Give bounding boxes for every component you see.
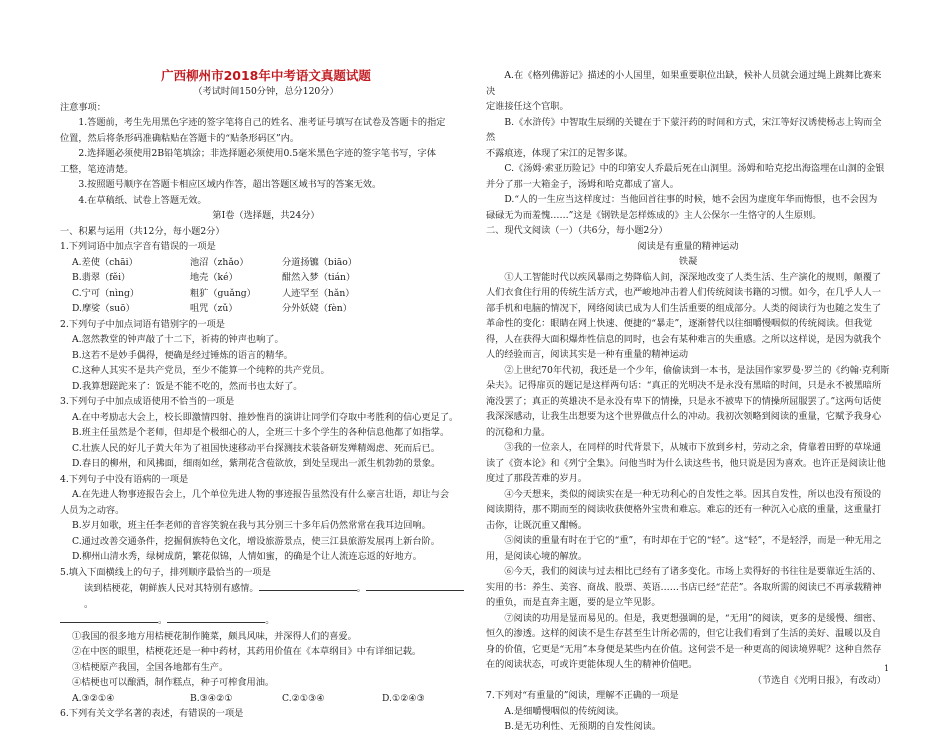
question-stem: 7.下列对“有重量的”阅读，理解不正确的一项是 [486,690,679,701]
q1-cell: 粗犷（guǎng） [190,287,256,299]
q1-cell: 分外妖娆（fèn） [282,303,352,314]
option: A.忽然教堂的钟声敲了十二下，祈祷的钟声也响了。 [72,334,284,345]
q1-cell: C.宁可（nìng） [72,287,140,299]
option: 定谁接任这个官职。 [486,101,569,112]
question-stem: 6.下列有关文学名著的表述，有错误的一项是 [60,708,244,719]
option: C.这种人其实不是共产党员，至少不能算一个纯粹的共产党员。 [72,365,330,376]
q1-row [60,270,472,286]
notice-heading: 注意事项： [60,101,106,113]
option: D.柳州山清水秀，绿树成荫，繁花似锦，人情如蜜，的确是个让人流连忘返的好地方。 [72,551,422,562]
q1-cell: 分道扬镳（biāo） [282,256,357,268]
article-paragraph: ①人工智能时代以疾风暴雨之势降临人间，深深地改变了人类生活、生产演化的规则，颠覆了人们衣食住行用的传统生活方式，也严峻地冲击着人们传统阅读书籍的习惯。如今，在几乎人人一部手机和电脑的情况下，网络阅读已成为人们生活重要的组成部分。人类的阅读行为也随之发生了革命性的变化：眼睛在网上快速、便捷的“暴走”，逐渐替代以往细嚼慢咽似的传统阅读。但我觉得，人在获得大面积爆炸性信息的同时，也会有某种难言的失重感。之所以这样说，是因为就我个人的经验而言，阅读其实是一种有重量的精神运动 [486,271,882,360]
q1-cell [382,301,482,317]
q1-cell [382,286,482,302]
q1-cell [382,255,482,271]
q1-cell: 人迹罕至（hǎn） [282,287,355,299]
notice-line: 工整，笔迹清楚。 [60,163,134,175]
q5-item: ④桔梗也可以酿酒，制作糕点，种子可榨食用油。 [72,677,275,688]
option: A.是细嚼慢咽似的传统阅读。 [504,705,625,717]
option: B.这若不是妙手偶得，便确是经过锤炼的语言的精华。 [72,349,293,361]
notice-line: 4.在草稿纸、试卷上答题无效。 [78,194,207,206]
q5-item: ①我国的很多地方用桔梗花制作腌菜，颇具风味，并深得人们的喜爱。 [72,630,357,642]
question-stem: 5.填入下面横线上的句子，排列顺序最恰当的一项是 [60,566,271,578]
q1-cell: 咀咒（zǔ） [190,303,238,314]
left-column [60,68,472,722]
part-heading: 二、现代文阅读（一）（共6分，每小题2分） [486,225,668,236]
q5-lead-text: 读到桔梗花，朝鲜族人民对其特别有感情。 [84,583,259,594]
q1-cell: B.翡翠（fěi） [72,272,131,283]
q5-blank-row: 。 。 [60,612,472,629]
question-stem: 2.下列句子中加点词语有错别字的一项是 [60,318,225,330]
option: C.《汤姆·索亚历险记》中的印第安人乔最后死在山洞里。汤姆和哈克挖出海盗埋在山洞的金银 [504,163,885,174]
notice-line: 3.按照题号顺序在答题卡相应区域内作答，超出答题区域书写的答案无效。 [78,179,382,190]
page-number: 1 [884,664,890,673]
article-paragraph: ⑤阅读的重量有时在于它的“重”，有时却在于它的“轻”。这“轻”，不是轻浮，而是一种无用之用，是阅读心境的解放。 [486,535,882,562]
page-title: 广西柳州市2018年中考语文真题试题 [161,68,371,83]
option: D.“人的一生应当这样度过：当他回首往事的时候，她不会因为虚度年华而悔恨，也不会因为 [504,194,878,205]
q1-row [60,286,472,302]
notice-line: 1.答题前，考生先用黑色字迹的签字笔将自己的姓名、准考证号填写在试卷及答题卡的指定 [78,117,446,128]
option: 人员为之动容。 [60,504,125,516]
option: A.在中考励志大会上，校长即激情四射、推妙惟肖的演讲让同学们夺取中考胜利的信心更足了。 [72,411,459,423]
article-source: （节选自《光明日报》，有改动） [752,674,886,686]
q1-cell: 池沼（zhǎo） [190,256,249,268]
q1-cell: 酣然入梦（tián） [282,272,356,283]
article-paragraph: ④今天想来，类似的阅读实在是一种无功利心的自发性之举。因其自发性，所以也没有预设的阅读期待，那不期而至的阅读收获便格外宝贵和难忘。难忘的还有一种沉入心底的重量，这重量打击你，让既沉重又酣畅。 [486,488,882,531]
option: B.岁月如歌，班主任李老师的音容笑貌在我与其分别三十多年后仍然常常在我耳边回响。 [72,520,431,531]
option: C.通过改善交通条件，挖掘侗族特色文化，增设旅游景点，使三江县旅游发展再上新台阶。 [72,535,440,547]
question-stem: 1.下列词语中加点字音有错误的一项是 [60,241,216,252]
choice: A.③②①④ [72,692,115,704]
option: C.壮族人民的好儿子黄大年为了祖国快速移动平台探测技术装备研发殚精竭虑、死而后已。 [72,442,440,454]
option: A.在《格列佛游记》描述的小人国里，如果重要职位出缺，候补人员就会通过绳上跳舞比赛来决 [486,70,882,97]
q1-cell: A.差使（chāi） [72,256,138,268]
part-heading: 一、积累与运用（共12分，每小题2分） [60,225,225,237]
q5-item: ③桔梗原产我国，全国各地都有生产。 [72,661,229,673]
q5-lead: 读到桔梗花，朝鲜族人民对其特别有感情。 。。 [60,580,472,612]
choice: D.①②④③ [382,692,425,704]
article-paragraph: ③我的一位亲人，在同样的时代背景下，从城市下放到乡村，劳动之余，倚靠着田野的草垛通读了《资本论》和《列宁全集》。问他当时为什么读这些书，他只说是因为喜欢。也许正是阅读让他度过了那段苦难的岁月。 [486,442,886,484]
q1-row [60,301,472,317]
option: 不露痕迹，体现了宋江的足智多谋。 [486,147,633,159]
q5-choices [60,691,472,707]
q1-cell [382,270,482,286]
article-paragraph: ⑦阅读的功用是显而易见的。但是，我更想强调的是，“无用”的阅读，更多的是缓慢、细密、恒久的渗透。这样的阅读不是生存甚至生计所必需的，但它让我们看到了生活的美好、温暖以及自身的价值，它更是“无用”本身便是某些内在价值。这何尝不是一种更高的阅读境界呢？这种自然存在的阅读状态，可或许更能体现人生的精神价值吧。 [486,612,882,670]
option: B.班主任虽然是个老师，但却是个极细心的人，全班三十多个学生的各种信息他都了如指掌。 [72,427,450,438]
question-stem: 4.下列句子中没有语病的一项是 [60,473,189,485]
article-author: 铁凝 [678,256,698,267]
section-heading: 第Ⅰ卷（选择题，共24分） [212,210,320,221]
article-title: 阅读是有重量的精神运动 [637,240,739,252]
q1-cell: 地壳（ké） [190,272,238,283]
option: D.春日的柳州，和风拂面，细雨如丝，紫荆花含苞欲放，到处呈现出一派生机勃勃的景象。 [72,458,441,469]
q1-row [60,255,472,271]
notice-line: 2.选择题必须使用2B铅笔填涂；非选择题必须使用0.5毫米黑色字迹的签字笔书写，字体 [78,148,436,159]
blank-line [259,580,357,591]
q5-item: ②在中医的眼里，桔梗花还是一种中药材，其药用价值在《本草纲目》中有详细记载。 [72,646,422,657]
option: A.在先进人物事迹报告会上，几个单位先进人物的事迹报告虽然没有什么豪言壮语，却让与会 [72,489,450,500]
option: 并分了那一大箱金子，汤姆和哈克都成了富人。 [486,178,679,190]
option: D.我算想蹉跎来了：饭是不能不吃的，然而书也太好了。 [72,380,303,392]
blank-line [366,580,464,591]
choice: B.③④②① [190,692,233,704]
article-paragraph: ⑥今天，我们的阅读与过去相比已经有了诸多变化。市场上卖得好的书往往是要靠近生活的、实用的书：养生、美容、商战、股票、英语……书店已经“茫茫”。各取所需的阅读已不再承载精神的重负，而是直奔主题，要的是立竿见影。 [486,566,882,608]
option: B.是无功利性、无预期的自发性阅读。 [504,721,662,732]
article-paragraph: ②上世纪70年代初，我还是一个少年，偷偷读到一本书，是法国作家罗曼·罗兰的《约翰·克利斯朵夫》。记得扉页的题记是这样两句话：“真正的光明决不是永没有黑暗的时间，只是永不被黑暗所淹没罢了；真正的英雄决不是永没有卑下的情操，只是永不被卑下的情操所屈服罢了。”这两句话使我深深感动，让我生出想要为这个世界做点什么的冲动。我初次领略到阅读的重量，它赋予我身心的沉稳和力量。 [486,364,890,438]
choice: C.②①③④ [282,692,325,704]
notice-line: 位置，然后将条形码准确粘贴在答题卡的“贴条形码区”内。 [60,132,300,144]
blank-line [60,612,158,623]
option: 碌碌无为而羞愧……”这是《钢铁是怎样炼成的》主人公保尔一生恪守的人生原则。 [486,209,822,221]
right-column [486,68,890,735]
option: B.《水浒传》中智取生辰纲的关键在于下蒙汗药的时间和方式，宋江等好汉诱使杨志上钩而全然 [486,116,882,143]
page-subtitle: （考试时间150分钟，总分120分） [193,86,339,97]
blank-line [167,612,265,623]
question-stem: 3.下列句子中加点成语使用不恰当的一项是 [60,396,235,407]
q1-cell: D.摩娑（suō） [72,303,135,314]
